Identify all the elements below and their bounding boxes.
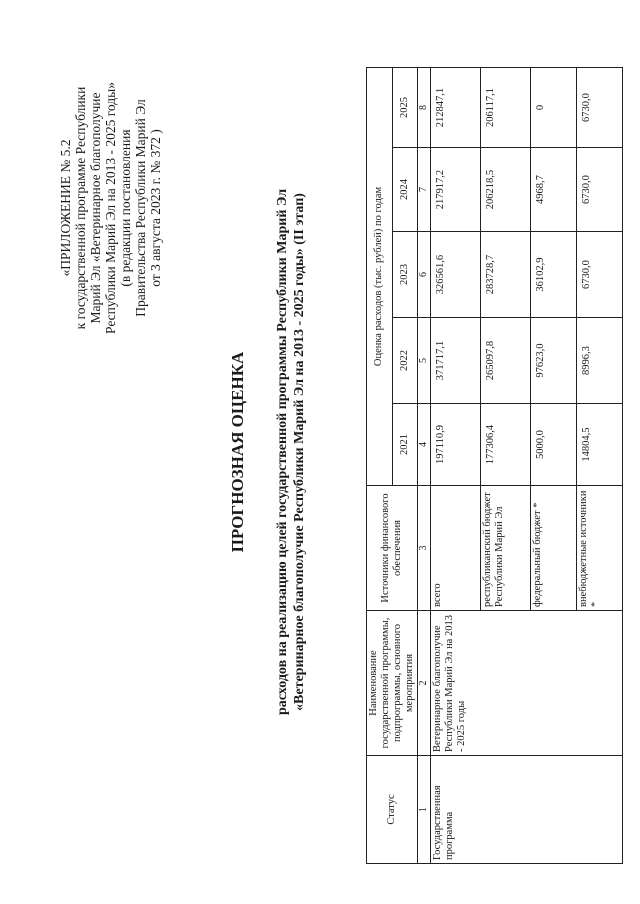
- value-cell: 8996,3: [577, 318, 623, 404]
- document-subtitle-line-1: расходов на реализацию целей государственной программы Республики Марий Эл: [275, 188, 290, 716]
- document-title: ПРОГНОЗНАЯ ОЦЕНКА: [228, 351, 247, 553]
- expense-estimate-table: [366, 67, 623, 864]
- value-cell: 5000,0: [531, 404, 577, 486]
- value-cell: 6730,0: [577, 232, 623, 318]
- funding-source: всего: [431, 486, 481, 611]
- column-number: 4: [418, 404, 431, 486]
- column-number: 7: [418, 148, 431, 232]
- program-status: Государственная программа: [431, 756, 623, 864]
- header-estimate: Оценка расходов (тыс. рублей) по годам: [367, 68, 393, 486]
- appendix-line: к государственной программе Республики: [73, 86, 88, 330]
- program-name: Ветеринарное благополучие Республики Марий Эл на 2013 - 2025 годы: [431, 611, 623, 756]
- value-cell: 6730,0: [577, 68, 623, 148]
- funding-source: внебюджетные источники *: [577, 486, 623, 611]
- value-cell: 217917,2: [431, 148, 481, 232]
- appendix-line: Марий Эл «Ветеринарное благополучие: [88, 92, 103, 324]
- appendix-line: Правительства Республики Марий Эл: [133, 99, 148, 317]
- value-cell: 206117,1: [481, 68, 531, 148]
- value-cell: 97623,0: [531, 318, 577, 404]
- document-subtitle-line-2: «Ветеринарное благополучие Республики Марий Эл на 2013 - 2025 годы» (II этап): [292, 193, 307, 711]
- appendix-block: [58, 58, 163, 358]
- appendix-line: «ПРИЛОЖЕНИЕ № 5.2: [58, 139, 73, 277]
- column-number: 8: [418, 68, 431, 148]
- value-cell: 0: [531, 68, 577, 148]
- header-name: Наименование государственной программы, подпрограммы, основного мероприятия: [367, 611, 418, 756]
- value-cell: 371717,1: [431, 318, 481, 404]
- header-year: 2021: [392, 404, 418, 486]
- value-cell: 283728,7: [481, 232, 531, 318]
- table-row: [431, 68, 481, 864]
- column-number: 2: [418, 611, 431, 756]
- document-heading: [228, 0, 308, 904]
- header-status: Статус: [367, 756, 418, 864]
- value-cell: 4968,7: [531, 148, 577, 232]
- column-number: 5: [418, 318, 431, 404]
- funding-source: республиканский бюджет Республики Марий Эл: [481, 486, 531, 611]
- value-cell: 197110,9: [431, 404, 481, 486]
- column-number: 6: [418, 232, 431, 318]
- value-cell: 177306,4: [481, 404, 531, 486]
- value-cell: 326561,6: [431, 232, 481, 318]
- value-cell: 14804,5: [577, 404, 623, 486]
- appendix-line: Республики Марий Эл на 2013 - 2025 годы»: [103, 82, 118, 334]
- appendix-line: (в редакции постановления: [118, 129, 133, 287]
- header-year: 2024: [392, 148, 418, 232]
- value-cell: 6730,0: [577, 148, 623, 232]
- header-source: Источники финансового обеспечения: [367, 486, 418, 611]
- value-cell: 212847,1: [431, 68, 481, 148]
- value-cell: 36102,9: [531, 232, 577, 318]
- funding-source: федеральный бюджет *: [531, 486, 577, 611]
- header-year: 2025: [392, 68, 418, 148]
- header-year: 2022: [392, 318, 418, 404]
- column-number: 1: [418, 756, 431, 864]
- value-cell: 206218,5: [481, 148, 531, 232]
- column-number: 3: [418, 486, 431, 611]
- header-year: 2023: [392, 232, 418, 318]
- appendix-line: от 3 августа 2023 г. № 372 ): [148, 129, 163, 287]
- value-cell: 265097,8: [481, 318, 531, 404]
